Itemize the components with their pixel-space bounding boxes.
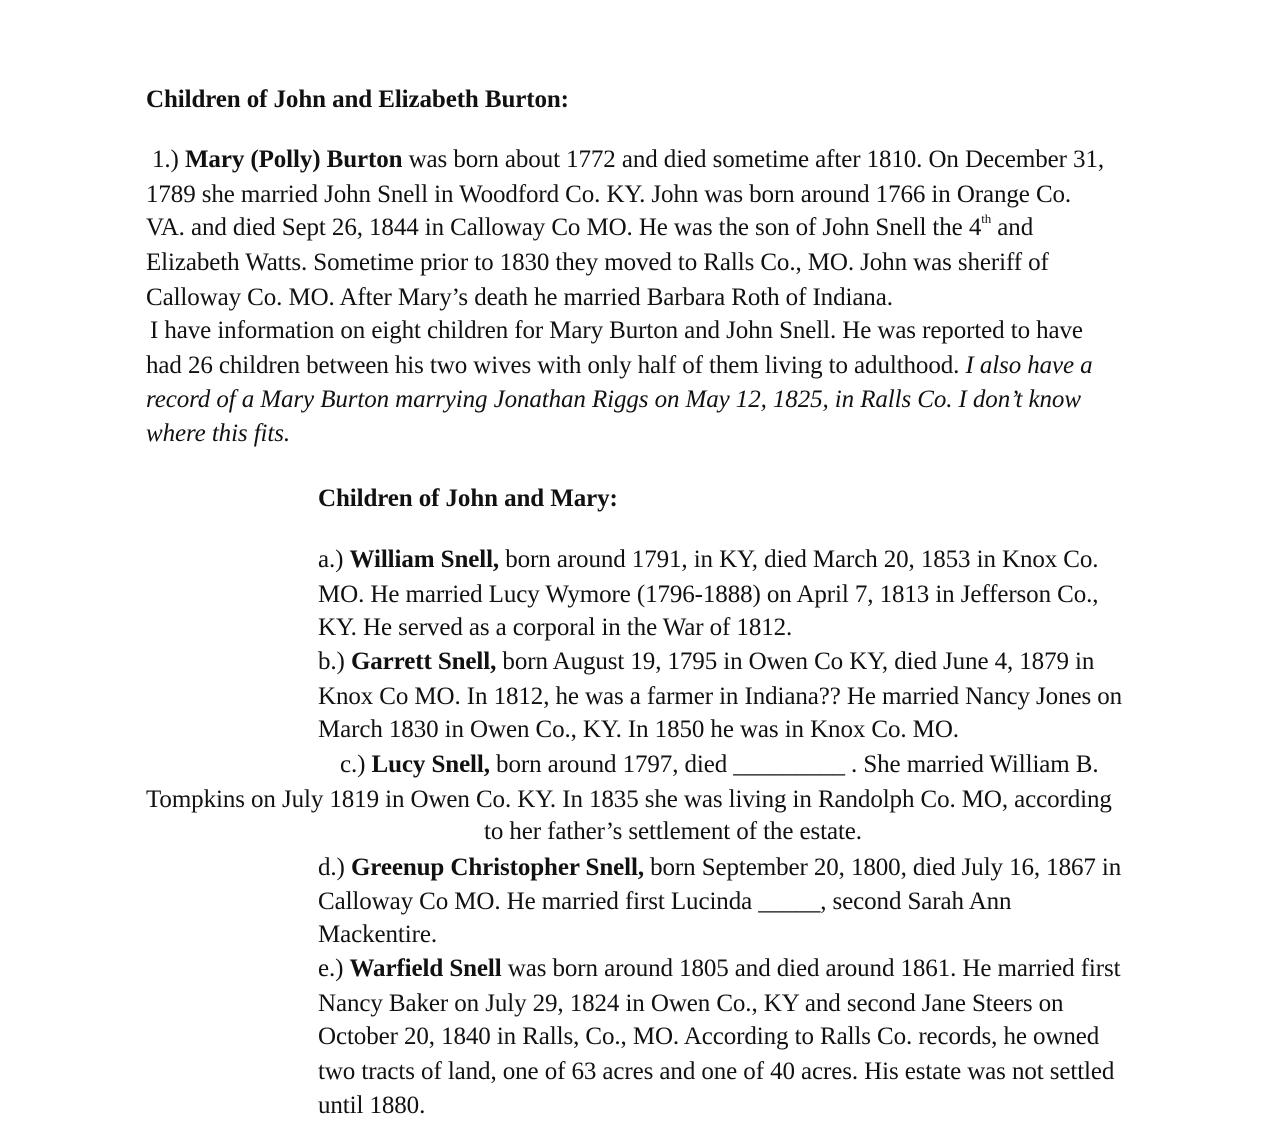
- child-e-line-5: until 1880.: [318, 1092, 426, 1119]
- paragraph-mary-line-2: 1789 she married John Snell in Woodford Co. KY. John was born around 1766 in Orange Co.: [146, 181, 1072, 208]
- line-text: and: [991, 214, 1034, 241]
- child-d-line-3: Mackentire.: [318, 921, 437, 948]
- child-b-line-2: Knox Co MO. In 1812, he was a farmer in Indiana?? He married Nancy Jones on: [318, 683, 1123, 710]
- line-text: was born around 1805 and died around 1861. He married first: [501, 955, 1121, 982]
- child-e-line-3: October 20, 1840 in Ralls, Co., MO. According to Ralls Co. records, he owned: [318, 1023, 1100, 1050]
- item-letter: a.): [318, 546, 350, 573]
- line-text: was born about 1772 and died sometime after 1810. On December 31,: [402, 146, 1104, 173]
- ordinal-superscript: th: [981, 210, 992, 226]
- item-number: 1.): [152, 146, 185, 173]
- person-name-greenup-christopher-snell: Greenup Christopher Snell,: [350, 854, 644, 881]
- child-a-line-2: MO. He married Lucy Wymore (1796-1888) on April 7, 1813 in Jefferson Co.,: [318, 581, 1099, 608]
- line-text: born August 19, 1795 in Owen Co KY, died June 4, 1879 in: [496, 648, 1095, 675]
- child-c-line-3: to her father’s settlement of the estate.: [484, 818, 862, 845]
- child-c-line-1: [340, 750, 1099, 780]
- paragraph-mary-line-6: I have information on eight children for Mary Burton and John Snell. He was reported to have: [150, 317, 1083, 344]
- item-letter: e.): [318, 955, 350, 982]
- italic-note: I also have a: [965, 352, 1093, 379]
- person-name-mary-burton: Mary (Polly) Burton: [184, 146, 403, 173]
- child-a-line-1: [318, 545, 1098, 575]
- child-d-line-2: Calloway Co MO. He married first Lucinda _____, second Sarah Ann: [318, 888, 1012, 915]
- paragraph-mary-line-4: Elizabeth Watts. Sometime prior to 1830 they moved to Ralls Co., MO. John was sheriff of: [146, 249, 1049, 276]
- paragraph-mary-line-9: where this fits.: [146, 420, 291, 447]
- child-c-line-2: Tompkins on July 1819 in Owen Co. KY. In 1835 she was living in Randolph Co. MO, according: [146, 786, 1112, 813]
- paragraph-mary-line-7: [146, 351, 1093, 381]
- paragraph-mary-line-3: [146, 210, 1034, 243]
- child-e-line-2: Nancy Baker on July 29, 1824 in Owen Co., KY and second Jane Steers on: [318, 990, 1064, 1017]
- child-e-line-1: [318, 954, 1120, 984]
- child-e-line-4: two tracts of land, one of 63 acres and one of 40 acres. His estate was not settled: [318, 1058, 1115, 1085]
- line-text: VA. and died Sept 26, 1844 in Calloway Co MO. He was the son of John Snell the 4: [146, 214, 982, 241]
- child-b-line-3: March 1830 in Owen Co., KY. In 1850 he was in Knox Co. MO.: [318, 716, 959, 743]
- person-name-garrett-snell: Garrett Snell,: [350, 648, 497, 675]
- line-text: had 26 children between his two wives with only half of them living to adulthood.: [146, 352, 966, 379]
- line-text: born around 1797, died _________ . She married William B.: [489, 751, 1099, 778]
- paragraph-mary-line-8: record of a Mary Burton marrying Jonathan Riggs on May 12, 1825, in Ralls Co. I don’t know: [146, 386, 1081, 413]
- line-text: born around 1791, in KY, died March 20, 1853 in Knox Co.: [499, 546, 1099, 573]
- child-a-line-3: KY. He served as a corporal in the War of 1812.: [318, 614, 793, 641]
- line-text: born September 20, 1800, died July 16, 1867 in: [643, 854, 1122, 881]
- item-letter: b.): [318, 648, 351, 675]
- person-name-lucy-snell: Lucy Snell,: [371, 751, 490, 778]
- person-name-warfield-snell: Warfield Snell: [349, 955, 502, 982]
- child-b-line-1: [318, 647, 1094, 677]
- child-d-line-1: [318, 853, 1121, 883]
- person-name-william-snell: William Snell,: [349, 546, 500, 573]
- paragraph-mary-line-1: [152, 145, 1104, 175]
- children-subheading: Children of John and Mary:: [318, 485, 618, 512]
- section-heading: Children of John and Elizabeth Burton:: [146, 86, 569, 113]
- item-letter: c.): [340, 751, 372, 778]
- item-letter: d.): [318, 854, 351, 881]
- paragraph-mary-line-5: Calloway Co. MO. After Mary’s death he married Barbara Roth of Indiana.: [146, 284, 893, 311]
